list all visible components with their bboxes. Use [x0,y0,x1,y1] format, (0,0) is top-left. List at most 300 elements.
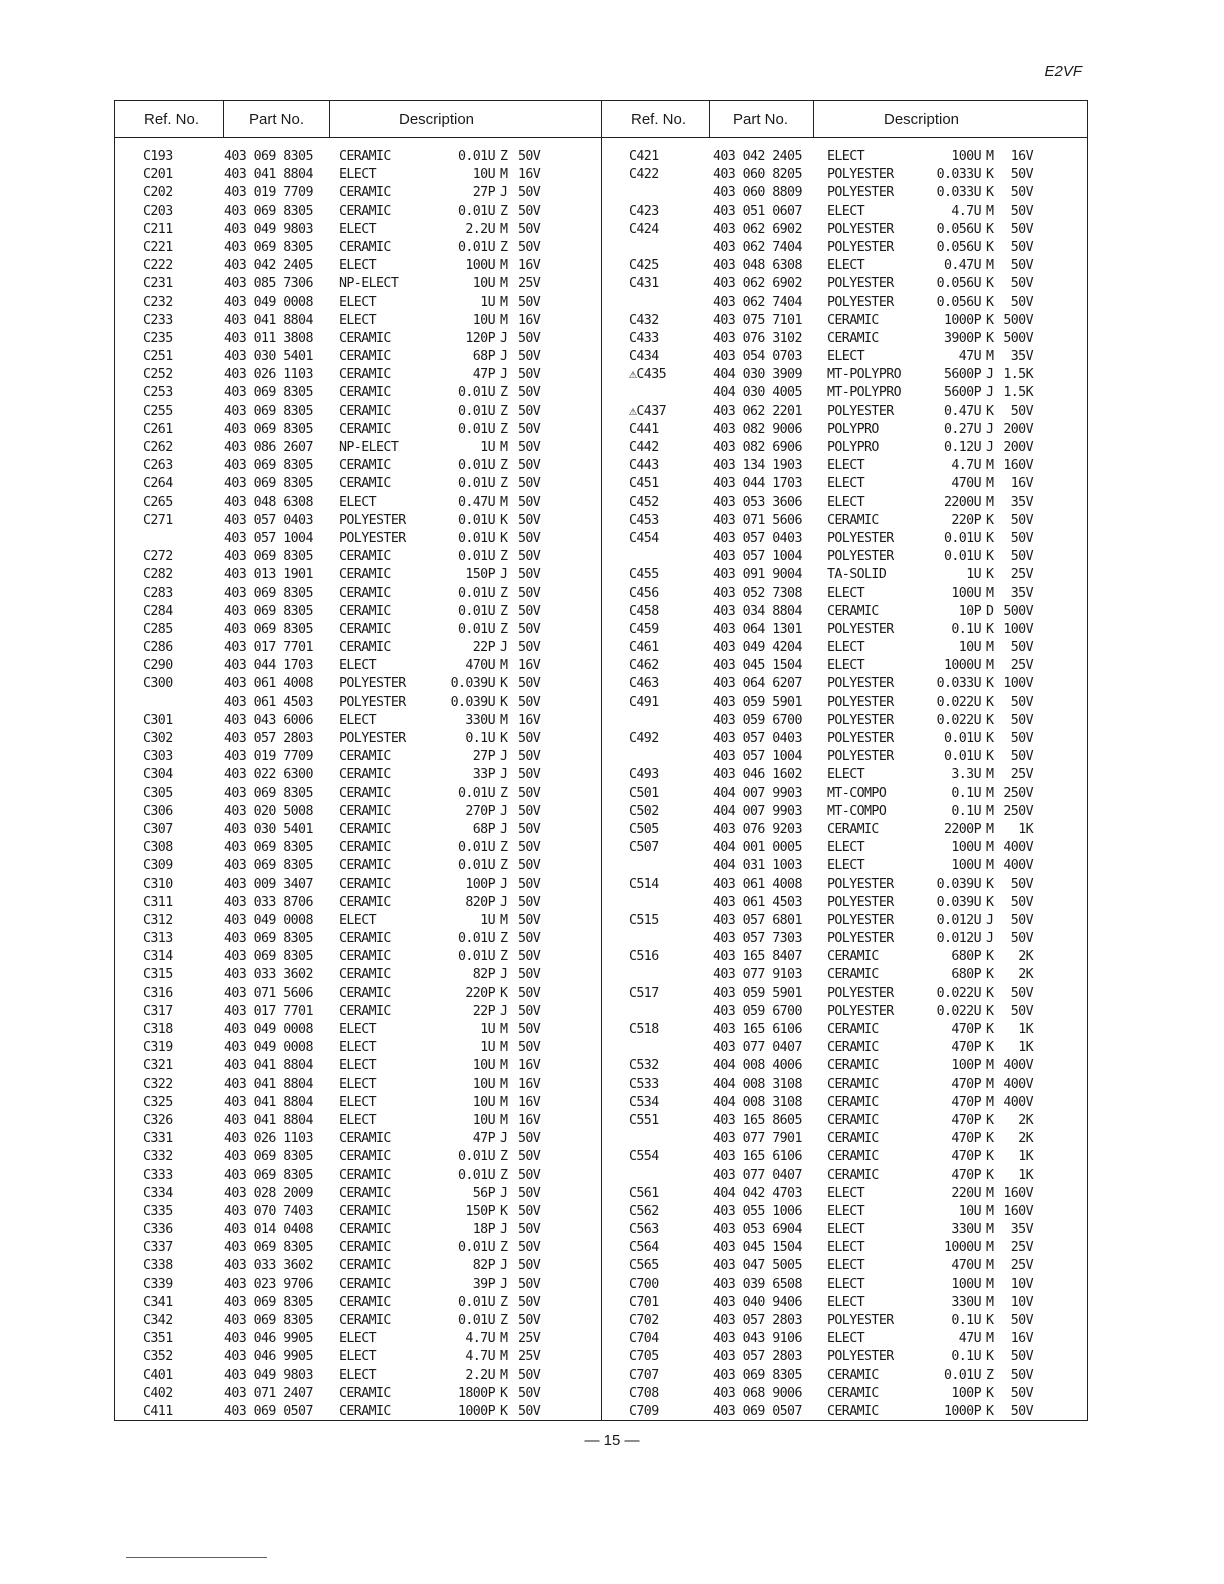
tolerance: K [986,1313,994,1328]
part-value: 330U [951,1294,981,1310]
tolerance: J [986,367,994,383]
table-row [601,257,1087,275]
table-row [115,348,601,366]
table-row [115,1276,601,1294]
parts-table [114,100,1088,1421]
voltage: 50V [1010,403,1033,419]
ref-no: C271 [143,512,173,528]
part-type: CERAMIC [827,1076,879,1092]
tolerance: M [500,294,508,310]
part-value: 470P [951,1040,981,1056]
part-no: 403 028 2009 [224,1185,313,1201]
part-type: ELECT [827,585,865,601]
part-value: 0.01U [457,585,495,601]
ref-no: C341 [143,1294,173,1310]
ref-no: C352 [143,1349,173,1365]
part-type: POLYESTER [339,512,406,528]
tolerance: M [986,1240,994,1256]
part-value: 330U [951,1222,981,1238]
voltage: 100V [1003,621,1033,637]
part-value: 270P [465,803,495,819]
voltage: 50V [518,749,541,765]
part-value: 0.056U [936,221,981,237]
part-type: POLYESTER [827,712,894,728]
part-type: CERAMIC [827,1022,879,1037]
rows-right [601,148,1087,1421]
part-type: CERAMIC [827,1385,879,1401]
part-type: POLYESTER [339,731,406,746]
header-divider [223,101,224,137]
tolerance: K [986,276,994,292]
ref-no: C423 [629,203,659,219]
part-type: CERAMIC [339,1385,391,1401]
ref-no: C302 [143,731,173,746]
part-type: CERAMIC [339,1258,391,1274]
voltage: 50V [518,567,541,583]
tolerance: M [986,1222,994,1238]
part-value: 10U [472,1058,495,1074]
part-no: 403 062 6902 [713,276,802,292]
part-value: 0.01U [457,239,495,255]
ref-no: C326 [143,1112,173,1128]
table-row [115,330,601,348]
part-no: 403 069 8305 [224,385,313,401]
ref-no: C501 [629,785,659,801]
part-value: 100U [465,258,495,274]
ref-no: C462 [629,658,659,674]
table-row [115,1130,601,1148]
part-no: 403 071 5606 [224,985,313,1001]
part-value: 470P [951,1149,981,1165]
ref-no: C401 [143,1367,173,1383]
part-value: 0.033U [936,167,981,183]
ref-no: C434 [629,349,659,365]
table-row [601,857,1087,875]
table-row [601,312,1087,330]
table-row [601,948,1087,966]
voltage: 50V [1010,258,1033,274]
table-row [601,384,1087,402]
table-row [601,275,1087,293]
part-no: 403 049 9803 [224,1367,313,1383]
page-code: E2VF [1044,63,1082,80]
table-row [115,184,601,202]
part-value: 470P [951,1076,981,1092]
ref-no: C701 [629,1294,659,1310]
part-value: 820P [465,894,495,910]
part-type: POLYESTER [339,694,406,710]
voltage: 50V [1010,185,1033,201]
voltage: 16V [1010,149,1033,164]
table-row [115,421,601,439]
voltage: 10V [1010,1294,1033,1310]
ref-no: C505 [629,821,659,837]
ref-no: C463 [629,676,659,692]
voltage: 100V [1003,676,1033,692]
part-value: 470P [951,1112,981,1128]
part-type: ELECT [339,1040,377,1056]
part-type: POLYESTER [827,931,894,947]
part-type: ELECT [827,476,865,492]
table-row [601,184,1087,202]
tolerance: K [986,621,994,637]
table-row [115,1094,601,1112]
voltage: 50V [518,239,541,255]
voltage: 50V [518,803,541,819]
part-no: 403 019 7709 [224,749,313,765]
part-no: 403 049 0008 [224,1022,313,1037]
part-no: 403 051 0607 [713,203,802,219]
part-no: 404 042 4703 [713,1185,802,1201]
part-type: ELECT [339,221,377,237]
tolerance: K [986,567,994,583]
part-value: 1800P [457,1385,495,1401]
voltage: 50V [1010,985,1033,1001]
part-no: 403 042 2405 [224,258,313,274]
tolerance: M [500,1076,508,1092]
table-row [115,1203,601,1221]
table-row [601,1167,1087,1185]
part-type: POLYESTER [827,1003,894,1019]
tolerance: Z [500,476,508,492]
tolerance: K [986,403,994,419]
voltage: 50V [1010,694,1033,710]
voltage: 50V [518,494,541,510]
part-value: 1U [480,294,495,310]
part-type: CERAMIC [339,749,391,765]
part-value: 82P [472,967,495,983]
voltage: 50V [1010,1349,1033,1365]
voltage: 50V [518,1167,541,1183]
ref-no: C307 [143,821,173,837]
part-no: 403 053 3606 [713,494,802,510]
table-row [601,1003,1087,1021]
part-no: 404 008 3108 [713,1094,802,1110]
part-type: ELECT [827,640,865,656]
part-no: 403 049 9803 [224,221,313,237]
part-type: ELECT [339,294,377,310]
tolerance: K [986,330,994,346]
voltage: 50V [518,349,541,365]
ref-no: C334 [143,1185,173,1201]
part-no: 403 062 2201 [713,403,802,419]
part-type: CERAMIC [339,1185,391,1201]
voltage: 50V [1010,276,1033,292]
voltage: 500V [1003,603,1033,619]
part-type: POLYESTER [827,1313,894,1328]
table-row [115,930,601,948]
part-value: 0.01U [457,530,495,546]
ref-no: C561 [629,1185,659,1201]
part-no: 404 007 9903 [713,785,802,801]
voltage: 50V [518,1203,541,1219]
part-no: 403 059 6700 [713,712,802,728]
voltage: 25V [1010,1240,1033,1256]
tolerance: Z [500,785,508,801]
tolerance: K [500,512,508,528]
table-row [115,1039,601,1057]
voltage: 50V [518,967,541,983]
part-no: 403 057 1004 [713,549,802,565]
part-value: 27P [472,185,495,201]
ref-no: C451 [629,476,659,492]
part-type: ELECT [339,1094,377,1110]
ref-no: C707 [629,1367,659,1383]
table-row [601,1221,1087,1239]
part-type: POLYESTER [827,731,894,746]
tolerance: K [986,1022,994,1037]
part-no: 403 039 6508 [713,1276,802,1292]
table-row [115,821,601,839]
part-value: 0.01U [457,840,495,856]
ref-no: C321 [143,1058,173,1074]
part-value: 10U [472,167,495,183]
ref-no: C309 [143,858,173,874]
ref-no: C261 [143,421,173,437]
voltage: 25V [1010,658,1033,674]
table-row [601,730,1087,748]
part-type: CERAMIC [339,149,391,164]
part-no: 403 069 8305 [224,203,313,219]
table-row [601,639,1087,657]
tolerance: K [986,1149,994,1165]
part-no: 403 069 0507 [713,1403,802,1419]
part-value: 4.7U [951,458,981,474]
part-type: CERAMIC [827,1149,879,1165]
part-type: CERAMIC [827,1040,879,1056]
ref-no: C452 [629,494,659,510]
part-type: POLYESTER [827,221,894,237]
tolerance: M [986,1185,994,1201]
part-value: 100U [951,840,981,856]
part-type: POLYESTER [827,294,894,310]
voltage: 50V [518,1313,541,1328]
part-no: 403 044 1703 [224,658,313,674]
table-row [115,1021,601,1039]
table-row [115,1185,601,1203]
part-no: 403 059 5901 [713,985,802,1001]
table-row [115,894,601,912]
part-no: 403 064 1301 [713,621,802,637]
table-row [115,457,601,475]
part-value: 47U [958,349,981,365]
tolerance: Z [500,203,508,219]
part-no: 403 013 1901 [224,567,313,583]
part-no: 403 033 3602 [224,967,313,983]
ref-no: C319 [143,1040,173,1056]
part-value: 0.01U [457,549,495,565]
tolerance: M [500,1367,508,1383]
voltage: 50V [518,476,541,492]
ref-no: C351 [143,1331,173,1347]
ref-no: C516 [629,949,659,965]
part-type: CERAMIC [339,1149,391,1165]
part-type: POLYESTER [827,167,894,183]
part-type: CERAMIC [827,1112,879,1128]
part-type: CERAMIC [339,385,391,401]
part-value: 0.01U [943,549,981,565]
ref-no: C502 [629,803,659,819]
ref-no: C514 [629,876,659,892]
table-row [115,1076,601,1094]
voltage: 500V [1003,330,1033,346]
part-no: 403 041 8804 [224,1076,313,1092]
header-divider [329,101,330,137]
tolerance: M [986,840,994,856]
tolerance: J [500,185,508,201]
part-no: 403 033 3602 [224,1258,313,1274]
tolerance: K [500,1385,508,1401]
table-row [601,1348,1087,1366]
voltage: 50V [1010,931,1033,947]
ref-header: Ref. No. [631,111,687,128]
part-type: POLYESTER [339,530,406,546]
table-row [601,1203,1087,1221]
part-value: 4.7U [465,1331,495,1347]
part-value: 100U [951,585,981,601]
voltage: 400V [1003,858,1033,874]
part-no: 403 060 8205 [713,167,802,183]
table-row [115,948,601,966]
ref-no: C231 [143,276,173,292]
tolerance: Z [500,621,508,637]
part-type: CERAMIC [827,1094,879,1110]
tolerance: J [986,912,994,928]
part-type: CERAMIC [339,894,391,910]
part-no: 403 040 9406 [713,1294,802,1310]
voltage: 2K [1018,967,1033,983]
part-no: 403 062 7404 [713,294,802,310]
ref-no: C424 [629,221,659,237]
ref-no: C431 [629,276,659,292]
part-value: 2.2U [465,221,495,237]
table-row [115,1348,601,1366]
part-no: 403 085 7306 [224,276,313,292]
voltage: 16V [518,712,541,728]
ref-header: Ref. No. [144,111,200,128]
part-type: CERAMIC [339,767,391,783]
tolerance: Z [500,421,508,437]
table-row [115,1167,601,1185]
desc-header: Description [399,111,475,128]
ref-no: C456 [629,585,659,601]
tolerance: K [986,985,994,1001]
tolerance: J [500,1131,508,1147]
table-header [601,101,1087,138]
part-value: 0.01U [457,512,495,528]
tolerance: K [986,530,994,546]
tolerance: J [500,567,508,583]
part-no: 403 062 7404 [713,239,802,255]
table-row [115,1003,601,1021]
part-value: 22P [472,1003,495,1019]
ref-no: C461 [629,640,659,656]
voltage: 16V [1010,476,1033,492]
ref-no: C443 [629,458,659,474]
table-row [601,1185,1087,1203]
voltage: 50V [518,1185,541,1201]
voltage: 50V [518,1222,541,1238]
voltage: 35V [1010,494,1033,510]
voltage: 50V [1010,640,1033,656]
ref-no: C517 [629,985,659,1001]
part-value: 0.01U [457,458,495,474]
tolerance: M [986,149,994,164]
ref-no: C458 [629,603,659,619]
part-no: 403 069 8305 [224,1294,313,1310]
voltage: 2K [1018,949,1033,965]
part-value: 68P [472,349,495,365]
table-row [601,294,1087,312]
table-row [601,985,1087,1003]
tolerance: M [986,258,994,274]
voltage: 200V [1003,440,1033,455]
tolerance: K [500,530,508,546]
table-row [115,512,601,530]
table-row [601,803,1087,821]
tolerance: M [500,1112,508,1128]
part-type: ELECT [339,258,377,274]
tolerance: Z [500,931,508,947]
table-row [115,1294,601,1312]
part-value: 0.47U [943,403,981,419]
part-no: 403 069 8305 [224,785,313,801]
ref-no: C310 [143,876,173,892]
part-type: MT-COMPO [827,785,887,801]
voltage: 10V [1010,1276,1033,1292]
voltage: 25V [1010,1258,1033,1274]
part-type: CERAMIC [339,203,391,219]
part-no: 403 043 9106 [713,1331,802,1347]
ref-no: C331 [143,1131,173,1147]
part-value: 0.01U [457,403,495,419]
part-value: 0.01U [457,621,495,637]
part-type: NP-ELECT [339,276,399,292]
part-type: CERAMIC [339,185,391,201]
ref-no: C235 [143,330,173,346]
part-no: 403 086 2607 [224,440,313,455]
voltage: 50V [518,858,541,874]
ref-no: C233 [143,312,173,328]
table-row [601,421,1087,439]
voltage: 1.5K [1003,367,1033,383]
part-value: 100U [951,858,981,874]
part-value: 3.3U [951,767,981,783]
ref-no: C301 [143,712,173,728]
tolerance: K [986,894,994,910]
ref-no: C455 [629,567,659,583]
table-row [115,439,601,457]
part-type: ELECT [339,1022,377,1037]
part-type: CERAMIC [339,549,391,565]
part-value: 0.1U [951,785,981,801]
ref-no: C532 [629,1058,659,1074]
part-no: 403 046 9905 [224,1349,313,1365]
part-value: 22P [472,640,495,656]
ref-no: C317 [143,1003,173,1019]
part-no: 403 061 4008 [713,876,802,892]
voltage: 35V [1010,585,1033,601]
part-type: POLYESTER [827,912,894,928]
parts-column-right [601,101,1087,1420]
ref-no: C335 [143,1203,173,1219]
part-value: 1U [480,1022,495,1037]
ref-no: C493 [629,767,659,783]
part-value: 0.022U [936,985,981,1001]
part-type: ELECT [827,349,865,365]
part-type: CERAMIC [339,1167,391,1183]
tolerance: M [500,1040,508,1056]
